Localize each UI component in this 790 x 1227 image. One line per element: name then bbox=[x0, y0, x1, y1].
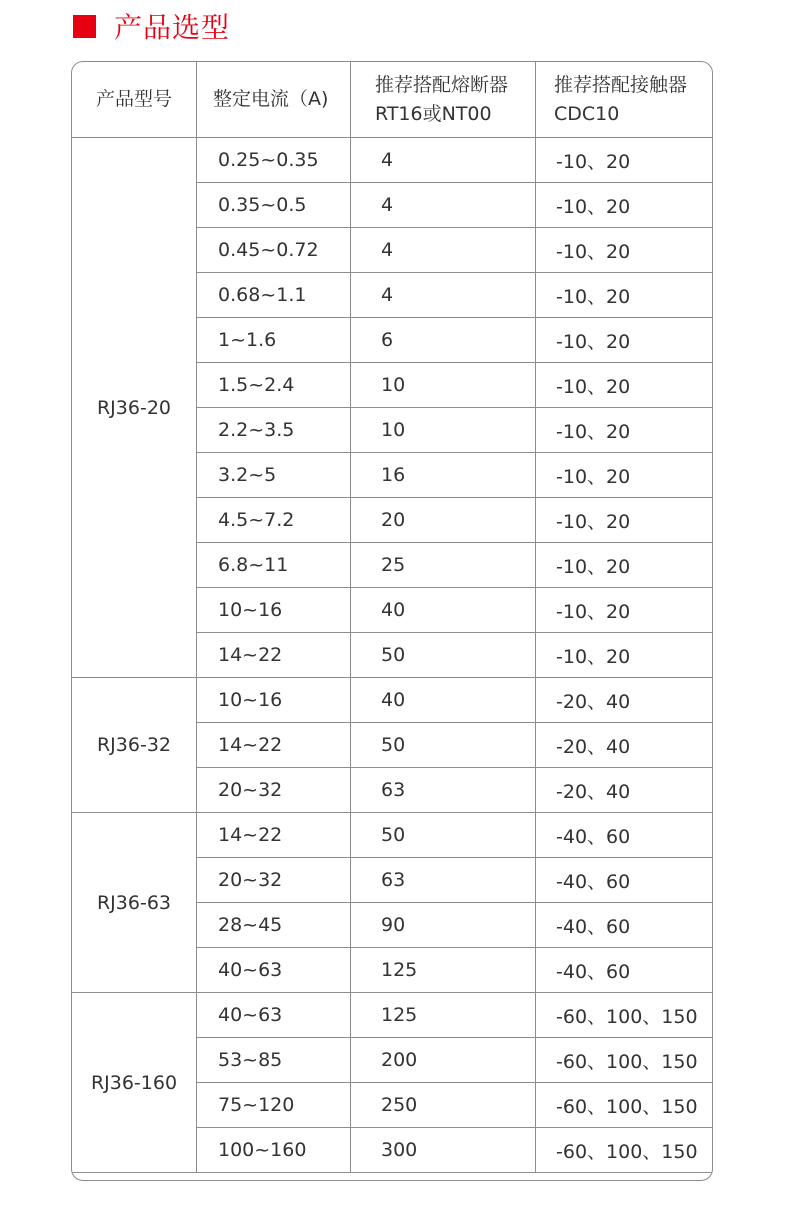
model-cell: RJ36-63 bbox=[72, 813, 197, 993]
selection-table bbox=[71, 61, 713, 1173]
contactor-cell: -10、20 bbox=[536, 453, 714, 498]
fuse-cell: 125 bbox=[351, 948, 536, 993]
contactor-cell: -20、40 bbox=[536, 723, 714, 768]
current-cell: 14~22 bbox=[197, 723, 351, 768]
fuse-cell: 6 bbox=[351, 318, 536, 363]
contactor-cell: -10、20 bbox=[536, 318, 714, 363]
current-cell: 0.68~1.1 bbox=[197, 273, 351, 318]
fuse-cell: 200 bbox=[351, 1038, 536, 1083]
section-heading bbox=[73, 6, 230, 46]
contactor-cell: -40、60 bbox=[536, 948, 714, 993]
contactor-cell: -10、20 bbox=[536, 183, 714, 228]
table-body bbox=[72, 138, 714, 1173]
current-cell: 0.25~0.35 bbox=[197, 138, 351, 183]
red-square-icon bbox=[73, 15, 96, 38]
current-cell: 1~1.6 bbox=[197, 318, 351, 363]
fuse-cell: 125 bbox=[351, 993, 536, 1038]
contactor-cell: -60、100、150 bbox=[536, 1128, 714, 1173]
fuse-cell: 50 bbox=[351, 633, 536, 678]
contactor-cell: -10、20 bbox=[536, 363, 714, 408]
current-cell: 40~63 bbox=[197, 948, 351, 993]
fuse-cell: 10 bbox=[351, 363, 536, 408]
model-cell: RJ36-32 bbox=[72, 678, 197, 813]
current-cell: 14~22 bbox=[197, 813, 351, 858]
contactor-cell: -10、20 bbox=[536, 588, 714, 633]
current-cell: 10~16 bbox=[197, 588, 351, 633]
selection-table-frame bbox=[71, 61, 713, 1181]
current-cell: 0.45~0.72 bbox=[197, 228, 351, 273]
fuse-cell: 10 bbox=[351, 408, 536, 453]
current-cell: 28~45 bbox=[197, 903, 351, 948]
fuse-cell: 50 bbox=[351, 723, 536, 768]
current-cell: 1.5~2.4 bbox=[197, 363, 351, 408]
current-cell: 6.8~11 bbox=[197, 543, 351, 588]
fuse-cell: 63 bbox=[351, 858, 536, 903]
contactor-cell: -40、60 bbox=[536, 903, 714, 948]
model-cell: RJ36-20 bbox=[72, 138, 197, 678]
fuse-cell: 250 bbox=[351, 1083, 536, 1128]
contactor-cell: -10、20 bbox=[536, 633, 714, 678]
current-cell: 14~22 bbox=[197, 633, 351, 678]
current-cell: 0.35~0.5 bbox=[197, 183, 351, 228]
current-cell: 75~120 bbox=[197, 1083, 351, 1128]
contactor-cell: -10、20 bbox=[536, 273, 714, 318]
contactor-cell: -10、20 bbox=[536, 138, 714, 183]
fuse-cell: 4 bbox=[351, 273, 536, 318]
fuse-cell: 25 bbox=[351, 543, 536, 588]
fuse-cell: 300 bbox=[351, 1128, 536, 1173]
fuse-cell: 63 bbox=[351, 768, 536, 813]
contactor-cell: -10、20 bbox=[536, 228, 714, 273]
contactor-cell: -20、40 bbox=[536, 678, 714, 723]
contactor-cell: -10、20 bbox=[536, 543, 714, 588]
table-row bbox=[72, 813, 714, 858]
model-cell: RJ36-160 bbox=[72, 993, 197, 1173]
fuse-cell: 20 bbox=[351, 498, 536, 543]
contactor-cell: -10、20 bbox=[536, 408, 714, 453]
current-cell: 20~32 bbox=[197, 858, 351, 903]
current-cell: 100~160 bbox=[197, 1128, 351, 1173]
contactor-cell: -40、60 bbox=[536, 813, 714, 858]
fuse-cell: 50 bbox=[351, 813, 536, 858]
fuse-cell: 4 bbox=[351, 228, 536, 273]
table-row bbox=[72, 678, 714, 723]
current-cell: 2.2~3.5 bbox=[197, 408, 351, 453]
contactor-cell: -20、40 bbox=[536, 768, 714, 813]
table-row bbox=[72, 138, 714, 183]
current-cell: 4.5~7.2 bbox=[197, 498, 351, 543]
header-fuse: 推荐搭配熔断器 RT16或NT00 bbox=[351, 62, 536, 138]
section-title: 产品选型 bbox=[114, 11, 231, 44]
header-current: 整定电流（A) bbox=[197, 62, 351, 138]
contactor-cell: -60、100、150 bbox=[536, 1083, 714, 1128]
header-contactor: 推荐搭配接触器 CDC10 bbox=[536, 62, 714, 138]
contactor-cell: -60、100、150 bbox=[536, 993, 714, 1038]
current-cell: 20~32 bbox=[197, 768, 351, 813]
current-cell: 3.2~5 bbox=[197, 453, 351, 498]
current-cell: 53~85 bbox=[197, 1038, 351, 1083]
fuse-cell: 40 bbox=[351, 678, 536, 723]
contactor-cell: -10、20 bbox=[536, 498, 714, 543]
contactor-cell: -60、100、150 bbox=[536, 1038, 714, 1083]
current-cell: 10~16 bbox=[197, 678, 351, 723]
header-model: 产品型号 bbox=[72, 62, 197, 138]
fuse-cell: 40 bbox=[351, 588, 536, 633]
fuse-cell: 4 bbox=[351, 138, 536, 183]
fuse-cell: 16 bbox=[351, 453, 536, 498]
current-cell: 40~63 bbox=[197, 993, 351, 1038]
table-header-row bbox=[72, 62, 714, 138]
fuse-cell: 90 bbox=[351, 903, 536, 948]
table-row bbox=[72, 993, 714, 1038]
fuse-cell: 4 bbox=[351, 183, 536, 228]
contactor-cell: -40、60 bbox=[536, 858, 714, 903]
